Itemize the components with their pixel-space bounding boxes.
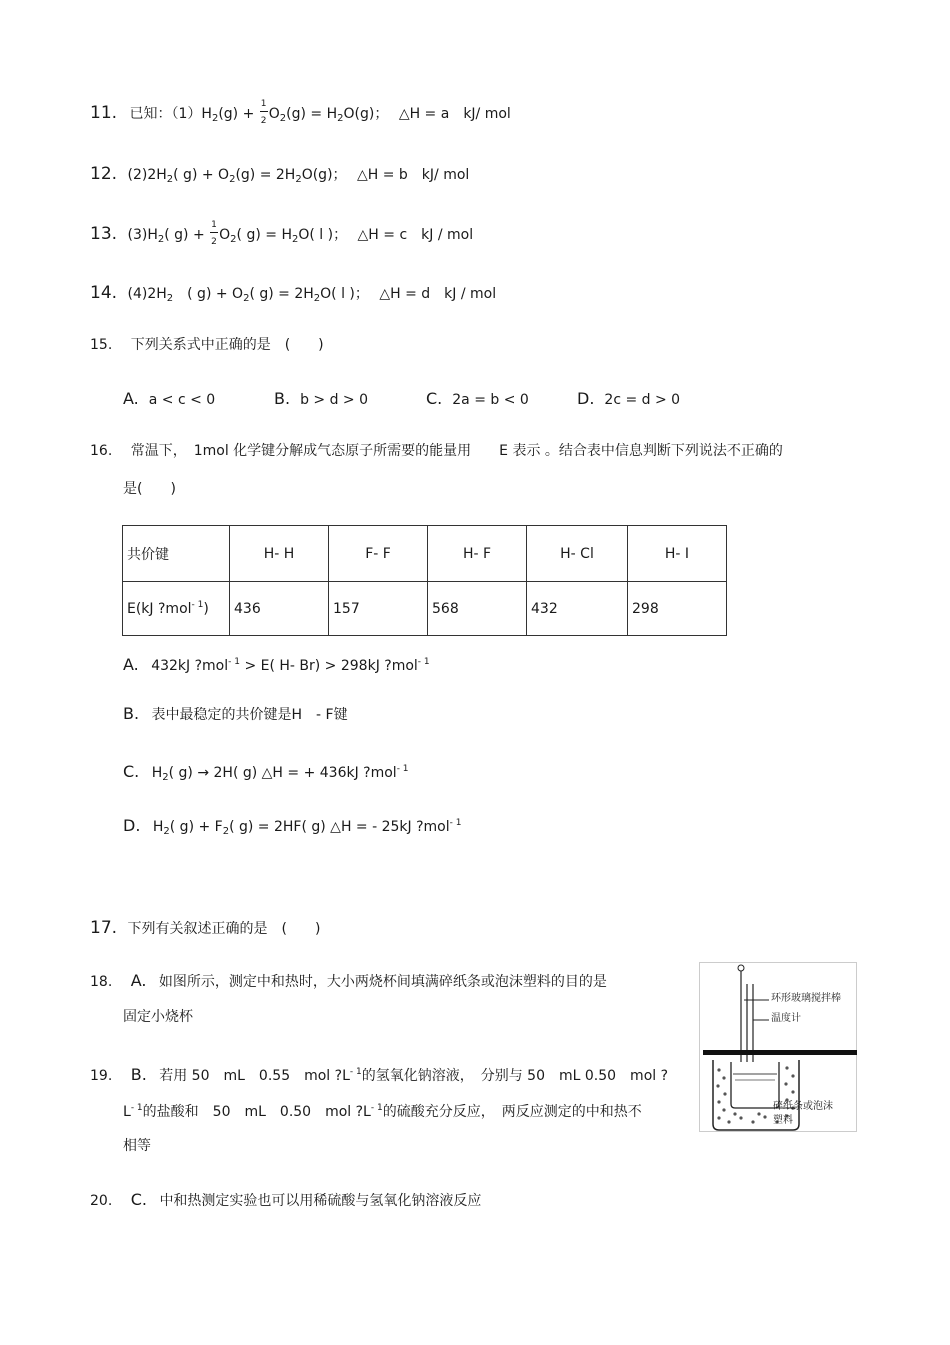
bond-energy-table xyxy=(122,525,727,636)
table-header-row xyxy=(123,526,727,582)
question-number: 14. xyxy=(90,283,118,303)
table-cell: 436 xyxy=(230,582,329,636)
fraction-half: $\frac{1}{2}$ xyxy=(260,99,267,126)
question-16 xyxy=(90,441,783,461)
question-stem: 常温下， 1mol 化学键分解成气态原子所需要的能量用 E 表示 。结合表中信息判断下列说法不正确的 xyxy=(130,443,783,459)
table-header-cell: 共价键 xyxy=(123,526,230,582)
question-number: 19. xyxy=(90,1068,113,1084)
table-cell: 432 xyxy=(527,582,628,636)
question-number: 17. xyxy=(90,918,118,938)
question-number: 20. xyxy=(90,1193,113,1209)
question-number: 16. xyxy=(90,443,113,459)
table-header-cell: H- F xyxy=(428,526,527,582)
question-14 xyxy=(90,283,496,309)
table-header-cell: H- I xyxy=(628,526,727,582)
option-b: B. b > d > 0 xyxy=(274,389,369,408)
table-cell: 298 xyxy=(628,582,727,636)
option-b-cont: $L^{- 1}$的盐酸和 50 mL 0.50 mol $?L^{- 1}$的硫酸充分反应， 两反应测定的中和热不 xyxy=(123,1103,642,1120)
option-d: D. $H_2$( $g) + F_2$( g) = 2HF( g) △H = - 25kJ ?mol$^{- 1}$ xyxy=(123,816,462,837)
question-11 xyxy=(90,99,511,129)
equation-2: $(2)2H_2$( $g) + O_2(g) = 2H_2O(g)$； △H = b kJ/ mol xyxy=(127,167,470,185)
calorimeter-figure xyxy=(699,962,857,1132)
table-cell: 568 xyxy=(428,582,527,636)
table-cell: 157 xyxy=(329,582,428,636)
question-12 xyxy=(90,164,469,190)
question-17 xyxy=(90,918,320,939)
question-20: 20. C. 中和热测定实验也可以用稀硫酸与氢氧化钠溶液反应 xyxy=(90,1190,482,1209)
table-row-label: E(kJ ?mol$^{- 1}$) xyxy=(123,582,230,636)
fraction-half: $\frac{1}{2}$ xyxy=(211,220,217,247)
figure-label-packing-2: 塑料 xyxy=(773,1115,793,1126)
figure-label-thermometer: 温度计 xyxy=(771,1013,801,1024)
question-15 xyxy=(90,335,324,355)
question-16-stem-cont: 是( ) xyxy=(123,481,176,497)
figure-label-stirrer: 环形玻璃搅拌棒 xyxy=(771,993,841,1004)
question-18: 18. A. 如图所示，测定中和热时，大小两烧杯间填满碎纸条或泡沫塑料的目的是 xyxy=(90,971,607,990)
question-number: 13. xyxy=(90,224,118,244)
question-stem: 下列关系式中正确的是 ( ) xyxy=(130,337,324,353)
equation-3: $(3)H_2$( g) + $\frac{1}{2}$ $O_2$( $g) = H_2O$( l )； △H = c kJ / mol xyxy=(127,220,474,247)
question-number: 18. xyxy=(90,974,113,990)
table-header-cell: H- H xyxy=(230,526,329,582)
question-number: 11. xyxy=(90,103,118,123)
question-number: 12. xyxy=(90,164,118,184)
table-row xyxy=(123,582,727,636)
question-stem: 下列有关叙述正确的是 ( ) xyxy=(127,921,321,937)
option-a-cont: 固定小烧杯 xyxy=(123,1009,193,1025)
option-c: C. $H_2$( g) → 2H( g) △H = + 436kJ ?mol$^{- 1}$ xyxy=(123,762,409,783)
option-b: B. 表中最稳定的共价键是H - F键 xyxy=(123,704,348,723)
table-header-cell: F- F xyxy=(329,526,428,582)
option-d: D. 2c = d > 0 xyxy=(577,389,681,408)
option-b-cont2: 相等 xyxy=(123,1138,151,1154)
equation-1: 已知：$(1)H_2(g)$ + $\frac{1}{2}$ $O_2(g) = H_2O(g)$； △H = a kJ/ mol xyxy=(129,99,511,126)
question-19: 19. B. 若用 50 mL 0.55 mol $?L^{- 1}$的氢氧化钠溶液， 分别与 50 mL 0.50 mol ? xyxy=(90,1065,669,1084)
question-number: 15. xyxy=(90,337,113,353)
equation-4: $(4)2H_2$ ( $g) + O_2$( $g) = 2H_2O$( l )； △H = d kJ / mol xyxy=(127,286,497,304)
figure-label-packing: 碎纸条或泡沫 xyxy=(773,1101,833,1112)
question-13 xyxy=(90,220,474,250)
option-a: A. a < c < 0 xyxy=(123,389,216,408)
option-c: C. 2a = b < 0 xyxy=(426,389,529,408)
table-header-cell: H- Cl xyxy=(527,526,628,582)
option-a: A. 432kJ ?mol$^{- 1}$ > E( H- Br) > 298kJ ?mol$^{- 1}$ xyxy=(123,655,430,674)
